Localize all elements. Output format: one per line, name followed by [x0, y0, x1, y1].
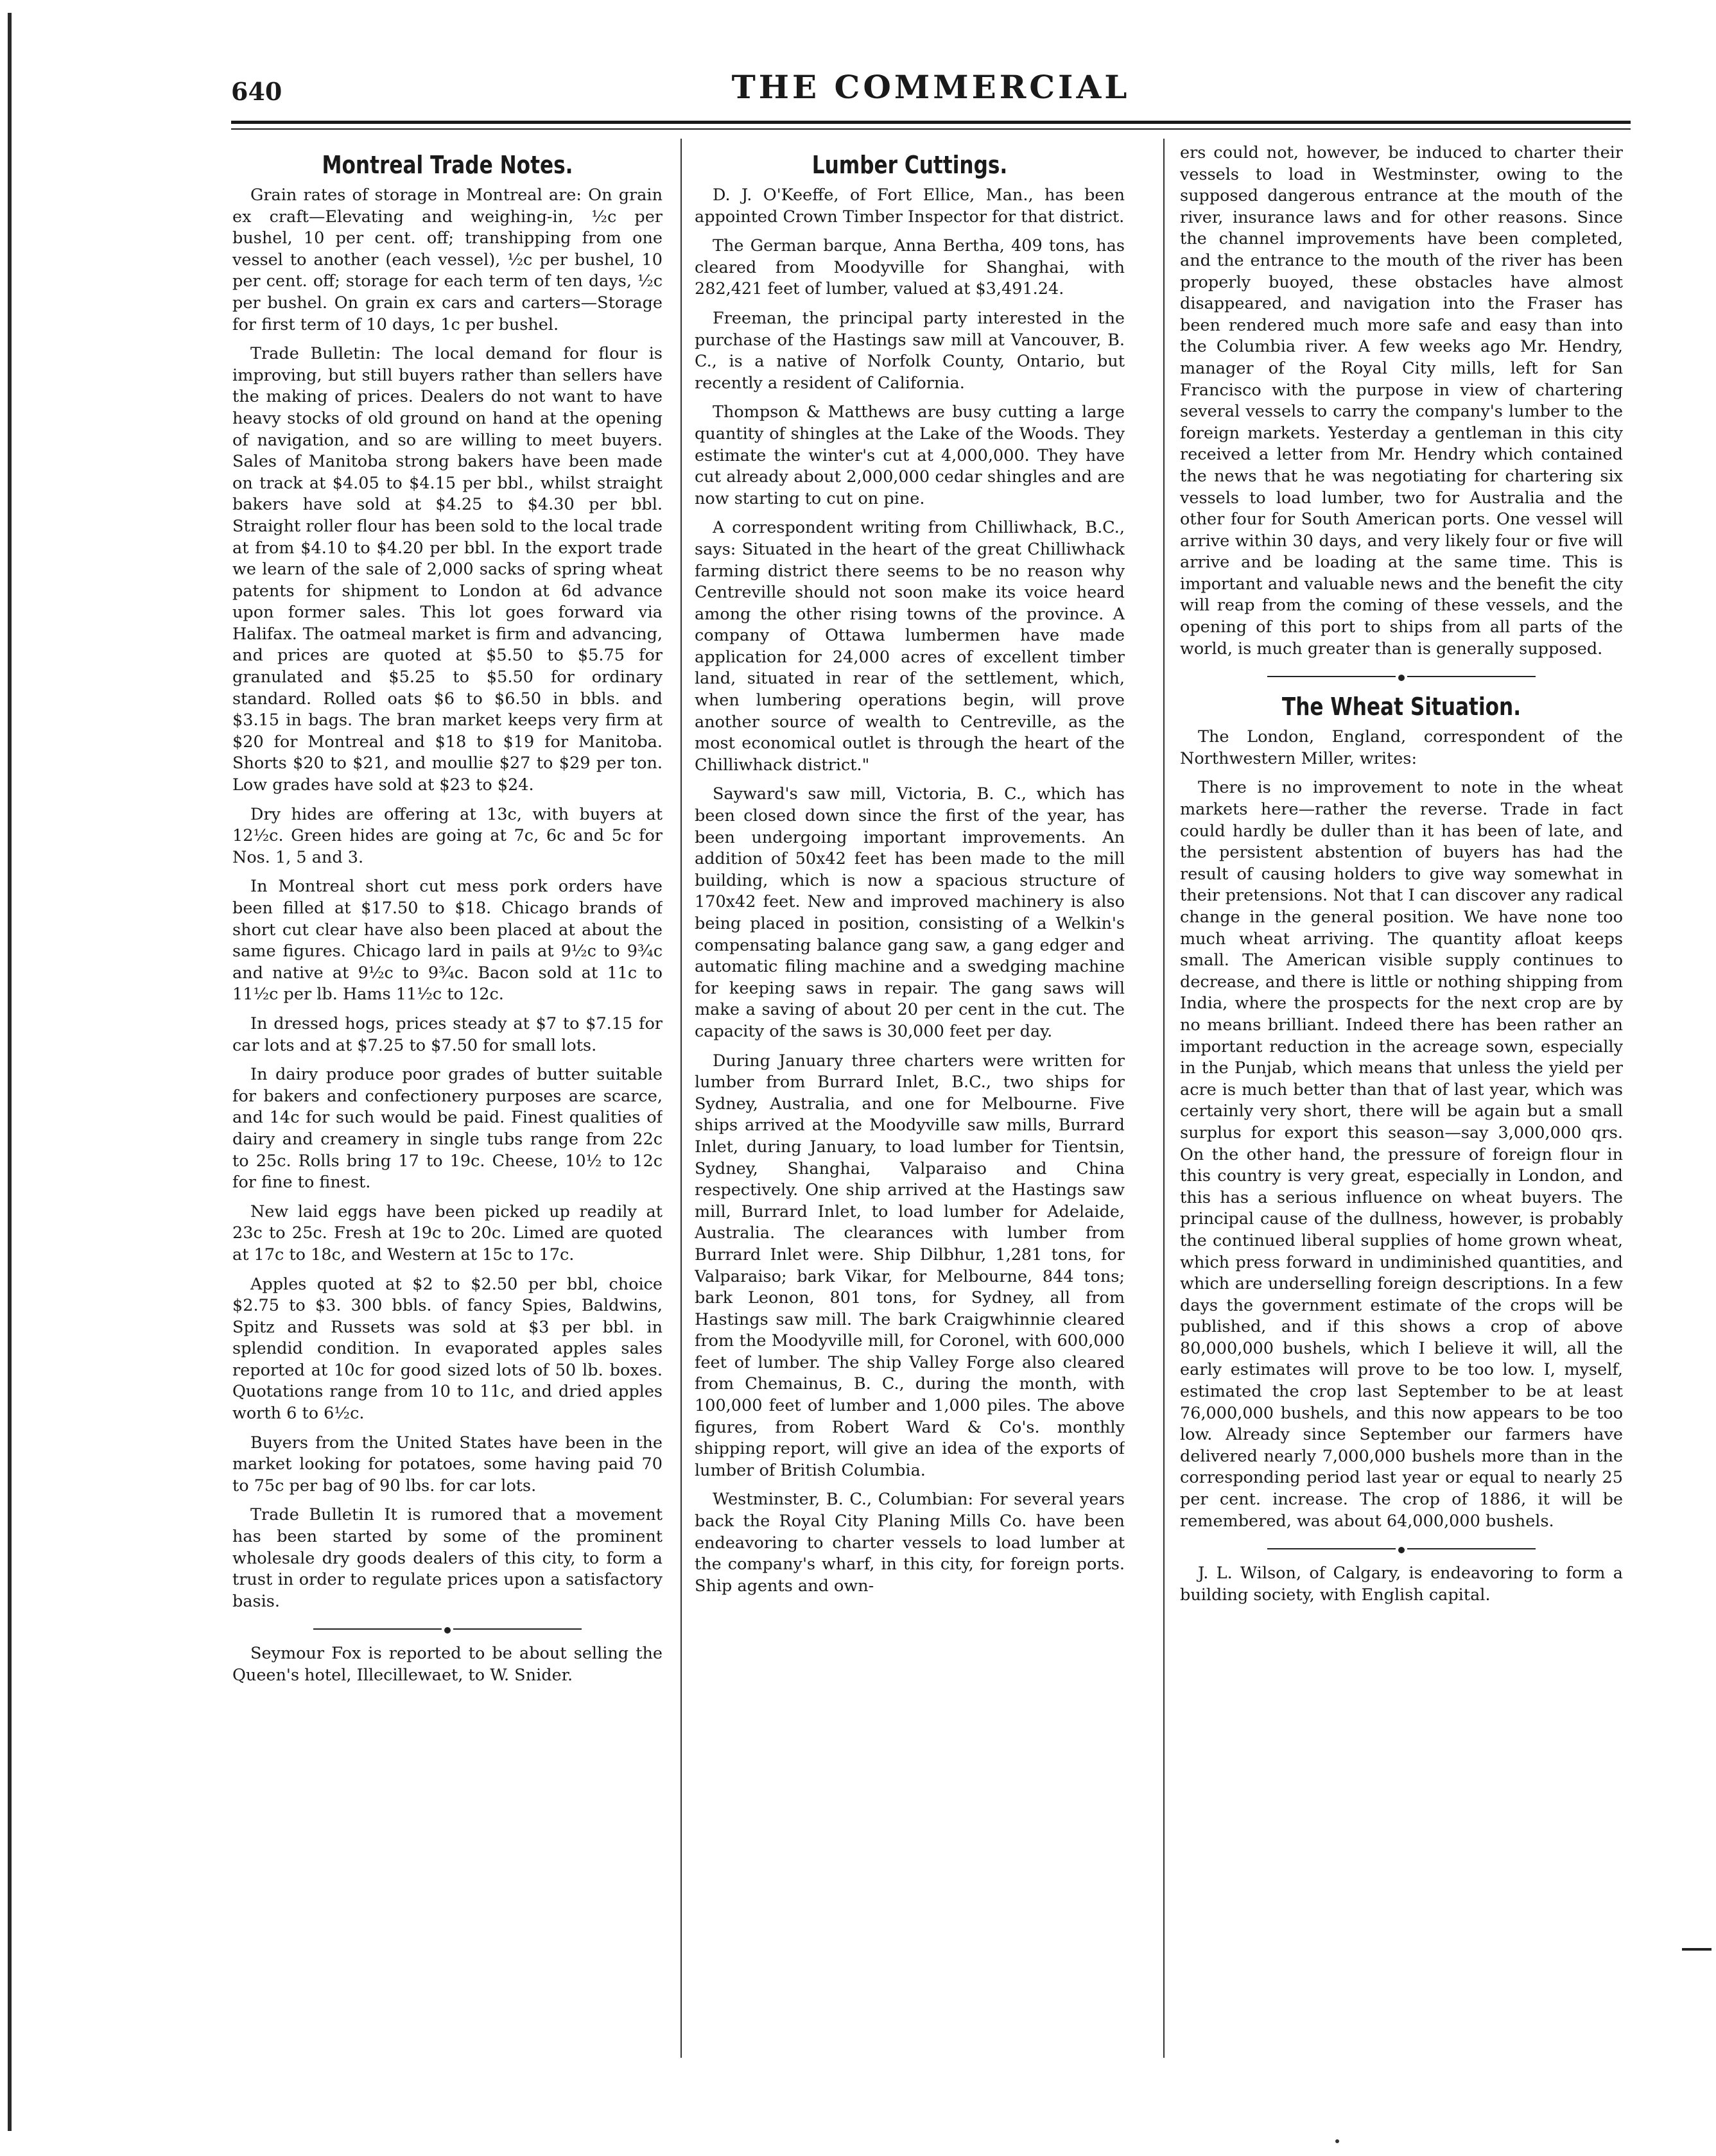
article-paragraph: Freeman, the principal party interested in the purchase of the Hastings saw mill at Vancouver, B. C., is a native of Norfolk County, Ontario, but recently a resident of California. — [695, 308, 1125, 393]
article-heading: The Wheat Situation. — [1281, 693, 1521, 721]
column-montreal-trade-notes — [232, 142, 663, 2081]
article-paragraph: Buyers from the United States have been in the market looking for potatoes, some having paid 70 to 75c per bag of 90 lbs. for car lots. — [232, 1433, 663, 1496]
section-divider — [232, 1620, 663, 1637]
article-paragraph: New laid eggs have been picked up readily at 23c to 25c. Fresh at 19c to 20c. Limed are quoted at 17c to 18c, and Western at 15c to 17c. — [232, 1202, 663, 1264]
margin-mark — [1682, 1948, 1712, 1951]
article-paragraph: A correspondent writing from Chilliwhack, B.C., says: Situated in the heart of the great Chilliwhack farming district there seems to be no reason why Centreville should not soon make its voice heard among the other rising towns of the province. A company of Ottawa lumbermen have made application for 24,000 acres of excellent timber land, situated in rear of the settlement, which, when lumbering operations begin, will prove another source of wealth to Centreville, as the most economical outlet is through the heart of the Chilliwhack district." — [695, 518, 1125, 775]
section-divider — [1180, 668, 1623, 684]
article-paragraph: Dry hides are offering at 13c, with buyers at 12½c. Green hides are going at 7c, 6c and 5c for Nos. 1, 5 and 3. — [232, 804, 663, 867]
article-paragraph: The German barque, Anna Bertha, 409 tons, has cleared from Moodyville for Shanghai, with 282,421 feet of lumber, valued at $3,491.24. — [695, 236, 1125, 299]
article-heading: Lumber Cuttings. — [811, 151, 1008, 179]
page-header — [231, 68, 1631, 107]
page-spine-edge — [8, 13, 12, 2131]
article-paragraph: Apples quoted at $2 to $2.50 per bbl, choice $2.75 to $3. 300 bbls. of fancy Spies, Baldwins, Spitz and Russets was sold at $3 per bbl. in splendid condition. In evaporated apples sales reported at 10c for good sized lots of 50 lb. boxes. Quotations range from 10 to 11c, and dried apples worth 6 to 6½c. — [232, 1274, 663, 1424]
page-number: 640 — [231, 77, 282, 106]
margin-dot — [1335, 2139, 1339, 2143]
article-paragraph: Westminster, B. C., Columbian: For several years back the Royal City Planing Mills Co. have been endeavoring to charter vessels to load lumber at the company's wharf, in this city, for foreign ports. Ship agents and own- — [695, 1490, 1125, 1596]
article-paragraph: In dressed hogs, prices steady at $7 to $7.15 for car lots and at $7.25 to $7.50 for small lots. — [232, 1013, 663, 1055]
article-paragraph: The London, England, correspondent of the Northwestern Miller, writes: — [1180, 727, 1623, 768]
article-paragraph: Seymour Fox is reported to be about selling the Queen's hotel, Illecillewaet, to W. Snider. — [232, 1644, 663, 1685]
article-paragraph-continued: ers could not, however, be induced to charter their vessels to load in Westminster, owing to the supposed dangerous entrance at the mouth of the river, insurance laws and for other reasons. Since the channel improvements have been completed, and the entrance to the mouth of the river has been properly buoyed, these obstacles have almost disappeared, and navigation into the Fraser has been rendered much more safe and easy than into the Columbia river. A few weeks ago Mr. Hendry, manager of the Royal City mills, left for San Francisco with the purpose in view of chartering several vessels to carry the company's lumber to the foreign markets. Yesterday a gentleman in this city received a letter from Mr. Hendry which contained the news that he was negotiating for chartering six vessels to load lumber, two for Australia and the other four for South American ports. One vessel will arrive within 30 days, and very likely four or five will arrive and be loading at the same time. This is important and valuable news and the benefit the city will reap from the coming of these vessels, and the opening of this port to ships from all parts of the world, is much greater than is generally supposed. — [1180, 143, 1623, 659]
article-paragraph: There is no improvement to note in the wheat markets here—rather the reverse. Trade in fact could hardly be duller than it has been of late, and the persistent abstention of buyers has had the result of causing holders to give way somewhat in their pretensions. Not that I can discover any radical change in the general position. We have none too much wheat arriving. The quantity afloat keeps small. The American visible supply continues to decrease, and there is little or nothing shipping from India, where the prospects for the next crop are by no means brilliant. Indeed there has been rather an important reduction in the acreage sown, especially in the Punjab, which means that unless the yield per acre is much better than that of last year, which was certainly very short, there will be again but a small surplus for export this season—say 3,000,000 qrs. On the other hand, the pressure of foreign flour in this country is very great, especially in London, and this has a serious influence on wheat buyers. The principal cause of the dullness, however, is probably the continued liberal supplies of home grown wheat, which press forward in undiminished quantities, and which are underselling foreign descriptions. In a few days the government estimate of the crops will be published, and if this shows a crop of above 80,000,000 bushels, which I believe it will, all the early estimates will prove to be too low. I, myself, estimated the crop last September to be at least 76,000,000 bushels, and this now appears to be too low. Already since September our farmers have delivered nearly 7,000,000 bushels more than in the corresponding period last year or equal to nearly 25 per cent. increase. The crop of 1886, it will be remembered, was about 64,000,000 bushels. — [1180, 778, 1623, 1531]
masthead-title: THE COMMERCIAL — [731, 68, 1131, 106]
column-lumber-cuttings — [695, 142, 1125, 2081]
column-rule — [680, 139, 682, 2058]
header-rule-thin — [231, 128, 1631, 130]
column-rule — [1163, 139, 1165, 2058]
article-paragraph: Grain rates of storage in Montreal are: On grain ex craft—Elevating and weighing-in, ½c per bushel, 10 per cent. off; transhipping from one vessel to another (each vessel), ½c per bushel, 10 per cent. off; storage for each term of ten days, ½c per bushel. On grain ex cars and carters—Storage for first term of 10 days, 1c per bushel. — [232, 185, 663, 334]
article-heading: Montreal Trade Notes. — [322, 151, 573, 179]
article-paragraph: Sayward's saw mill, Victoria, B. C., which has been closed down since the first of the year, has been undergoing important improvements. An addition of 50x42 feet has been made to the mill building, which is now a spacious structure of 170x42 feet. New and improved machinery is also being placed in position, consisting of a Welkin's compensating balance gang saw, a gang edger and automatic filing machine and a swedging machine for keeping saws in repair. The gang saws will make a saving of about 20 per cent in the cut. The capacity of the saws is 30,000 feet per day. — [695, 784, 1125, 1041]
article-paragraph: During January three charters were written for lumber from Burrard Inlet, B.C., two ships for Sydney, Australia, and one for Melbourne. Five ships arrived at the Moodyville saw mills, Burrard Inlet, during January, to load lumber for Tientsin, Sydney, Shanghai, Valparaiso and China respectively. One ship arrived at the Hastings saw mill, Burrard Inlet, to load lumber for Adelaide, Australia. The clearances with lumber from Burrard Inlet were. Ship Dilbhur, 1,281 tons, for Valparaiso; bark Vikar, for Melbourne, 844 tons; bark Leonon, 801 tons, for Sydney, all from Hastings saw mill. The bark Craigwhinnie cleared from the Moodyville mill, for Coronel, with 600,000 feet of lumber. The ship Valley Forge also cleared from Chemainus, B. C., during the month, with 100,000 feet of lumber and 1,000 piles. The above figures, from Robert Ward & Co's. monthly shipping report, will give an idea of the exports of lumber of British Columbia. — [695, 1051, 1125, 1480]
article-paragraph: D. J. O'Keeffe, of Fort Ellice, Man., has been appointed Crown Timber Inspector for that district. — [695, 185, 1125, 227]
column-wheat-situation — [1180, 142, 1623, 2081]
article-paragraph: Trade Bulletin: The local demand for flour is improving, but still buyers rather than sellers have the making of prices. Dealers do not want to have heavy stocks of old ground on hand at the opening of navigation, and so are willing to meet buyers. Sales of Manitoba strong bakers have been made on track at $4.05 to $4.15 per bbl., whilst straight bakers have sold at $4.25 to $4.30 per bbl. Straight roller flour has been sold to the local trade at from $4.10 to $4.20 per bbl. In the export trade we learn of the sale of 2,000 sacks of spring wheat patents for shipment to London at 6d advance upon former sales. This lot goes forward via Halifax. The oatmeal market is firm and advancing, and prices are quoted at $5.50 to $5.75 for granulated and $5.25 to $5.50 for ordinary standard. Rolled oats $6 to $6.50 in bbls. and $3.15 in bags. The bran market keeps very firm at $20 for Montreal and $18 to $19 for Manitoba. Shorts $20 to $21, and moullie $27 to $29 per ton. Low grades have sold at $23 to $24. — [232, 344, 663, 795]
article-paragraph: Thompson & Matthews are busy cutting a large quantity of shingles at the Lake of the Woods. They estimate the winter's cut at 4,000,000. They have cut already about 2,000,000 cedar shingles and are now starting to cut on pine. — [695, 402, 1125, 508]
article-paragraph: J. L. Wilson, of Calgary, is endeavoring to form a building society, with English capital. — [1180, 1564, 1623, 1605]
article-paragraph: Trade Bulletin It is rumored that a movement has been started by some of the prominent wholesale dry goods dealers of this city, to form a trust in order to regulate prices upon a satisfactory basis. — [232, 1505, 663, 1611]
header-rule-thick — [231, 121, 1631, 124]
section-divider — [1180, 1540, 1623, 1557]
article-paragraph: In dairy produce poor grades of butter suitable for bakers and confectionery purposes are scarce, and 14c for such would be paid. Finest qualities of dairy and creamery in single tubs range from 22c to 25c. Rolls bring 17 to 19c. Cheese, 10½ to 12c for fine to finest. — [232, 1065, 663, 1193]
article-paragraph: In Montreal short cut mess pork orders have been filled at $17.50 to $18. Chicago brands of short cut clear have also been placed at about the same figures. Chicago lard in pails at 9½c to 9¾c and native at 9½c to 9¾c. Bacon sold at 11c to 11½c per lb. Hams 11½c to 12c. — [232, 877, 663, 1005]
